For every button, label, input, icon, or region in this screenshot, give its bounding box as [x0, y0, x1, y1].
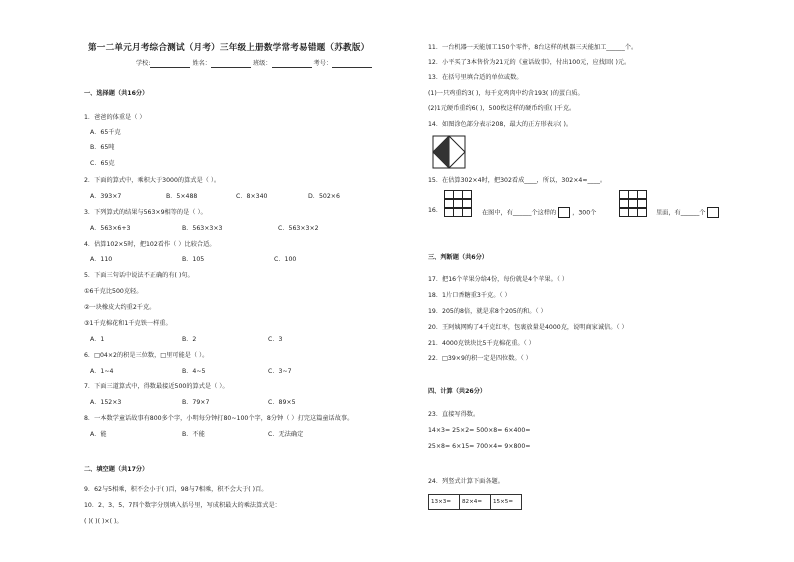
calc-cell: 15×5= — [491, 495, 522, 510]
option-a: A．393×7 — [90, 193, 122, 200]
question-22: 22．□39×9的积一定是四位数。（ ） — [428, 355, 532, 362]
section-heading: 二、填空题（共17分） — [84, 466, 149, 473]
option-a: A．65千克 — [90, 129, 121, 136]
option-d: D．502×6 — [308, 193, 340, 200]
class-label: 班级： — [252, 60, 272, 67]
option-b: B．79×7 — [182, 399, 210, 406]
question-6: 6．□04×2的积是三位数，□里可能是（ ）。 — [84, 352, 209, 359]
option-a: A．1~4 — [90, 368, 114, 375]
school-field[interactable] — [150, 61, 190, 68]
question-4: 4．估算102×5时，把102看作（ ）比较合适。 — [84, 241, 216, 248]
question-16-number: 16． — [428, 207, 443, 214]
question-17: 17．把16个苹果分给4份，每份就是4个苹果。（ ） — [428, 276, 569, 283]
calc-cell: 82×4= — [460, 495, 491, 510]
question-8: 8．一本数学童话故事有800多个字，小明每分钟打80~100个字，8分钟（ ）打完这篇童话故事。 — [84, 415, 354, 422]
question-18: 18．1片口香糖重3千克。（ ） — [428, 292, 511, 299]
small-square-icon — [707, 207, 719, 218]
option-b: B．5×488 — [166, 193, 198, 200]
question-14: 14．如图涂色部分表示208，最大的正方形表示( )。 — [428, 121, 573, 128]
calc-cell: 13×3= — [429, 495, 460, 510]
option-b: B．65吨 — [90, 144, 115, 151]
statement-2: ②一块橡皮大约重2千克。 — [84, 304, 156, 311]
question-20: 20．王阿姨网购了4千克红枣，包裹放量是4000克，说明商家诚信。（ ） — [428, 324, 628, 331]
question-13-part-2: (2)1元硬币重约6( )，500枚这样的硬币约重( )千克。 — [428, 105, 576, 112]
question-13: 13．在括号里填合适的单位或数。 — [428, 74, 523, 81]
question-11: 11．一台机器一天能加工150个零件，8台这样的机器三天能加工______个。 — [428, 44, 638, 51]
statement-3: ③1千克棉花和1千克铁一样重。 — [84, 320, 172, 327]
option-c: C．65克 — [90, 160, 115, 167]
question-13-part-1: (1)一只鸡重约3( )，每千克鸡肉中约含193( )的蛋白质。 — [428, 90, 584, 97]
option-a: A．152×3 — [90, 399, 122, 406]
option-c: C．100 — [274, 256, 297, 263]
question-19: 19．205的8倍，就是求8个205的和。（ ） — [428, 308, 547, 315]
option-b: B．4~5 — [182, 368, 206, 375]
statement-1: ①6千克比500克轻。 — [84, 288, 143, 295]
option-b: B．563×3×3 — [182, 225, 223, 232]
question-24: 24．列竖式计算下面各题。 — [428, 478, 504, 485]
question-16-text-2: 里面，有______个 — [656, 207, 719, 218]
question-10: 10．2、3、5、7四个数字分别填入括号里，写成积最大的乘法算式是： — [84, 502, 281, 509]
question-21: 21．4000克铁块比5千克棉花重。（ ） — [428, 340, 535, 347]
page-title: 第一二单元月考综合测试（月考）三年级上册数学常考易错题（苏教版） — [88, 43, 370, 53]
question-12: 12．小平买了3本售价为21元的《童话故事》，付出100元，应找回( )元。 — [428, 59, 631, 66]
section-heading: 三、判断题（共6分） — [428, 254, 488, 261]
question-1: 1．爸爸的体重是（ ） — [84, 114, 146, 121]
grid-figure-2 — [619, 190, 655, 226]
option-c: C．3~7 — [268, 368, 292, 375]
option-c: C．563×3×2 — [278, 225, 319, 232]
grid-figure-1 — [444, 190, 480, 226]
mental-math-row-2: 25×8= 6×15= 700×4= 9×800= — [428, 443, 531, 450]
section-heading: 四、计算（共26分） — [428, 388, 487, 395]
option-c: C．89×5 — [268, 399, 296, 406]
exam-no-field[interactable] — [332, 61, 372, 68]
question-2: 2．下面的算式中，乘积大于3000的算式是（ ）。 — [84, 177, 221, 184]
option-a: A．110 — [90, 256, 113, 263]
question-3: 3．下列算式的结果与563×9相等的是（ ）。 — [84, 209, 207, 216]
question-7: 7．下面三道算式中，得数最接近500的算式是（ ）。 — [84, 383, 229, 390]
small-square-icon — [558, 207, 570, 218]
option-c: C．8×340 — [236, 193, 268, 200]
option-c: C．无法确定 — [268, 431, 304, 438]
question-5: 5．下面三句话中说法不正确的有( )句。 — [84, 272, 194, 279]
question-9: 9．62与5相乘，积不会小于( )百，98与7相乘，积不会大于( )百。 — [84, 486, 268, 493]
question-15: 15．在估算302×4时，把302看成____，所以，302×4≈____。 — [428, 177, 607, 184]
question-16-text: 在图中，有______个这样的 ，300个 — [482, 207, 596, 218]
exam-no-label: 考号： — [313, 60, 333, 67]
question-23: 23．直接写得数。 — [428, 411, 480, 418]
option-b: B．不能 — [182, 431, 205, 438]
section-heading: 一、选择题（共16分） — [84, 90, 149, 97]
school-label: 学校: — [136, 60, 151, 67]
question-10-blanks: ( )( )( )×( )。 — [84, 518, 123, 525]
class-field[interactable] — [272, 61, 312, 68]
option-b: B．2 — [182, 336, 197, 343]
mental-math-row-1: 14×3= 25×2= 500×8= 6×400= — [428, 427, 531, 434]
option-a: A．563×6+3 — [90, 225, 131, 232]
student-info-row — [136, 60, 372, 68]
option-a: A．能 — [90, 431, 107, 438]
option-a: A．1 — [90, 336, 105, 343]
option-c: C．3 — [268, 336, 283, 343]
name-label: 姓名： — [192, 60, 211, 67]
name-field[interactable] — [211, 61, 251, 68]
option-b: B．105 — [182, 256, 205, 263]
vertical-calc-table — [428, 494, 522, 510]
shaded-square-figure — [432, 135, 466, 169]
